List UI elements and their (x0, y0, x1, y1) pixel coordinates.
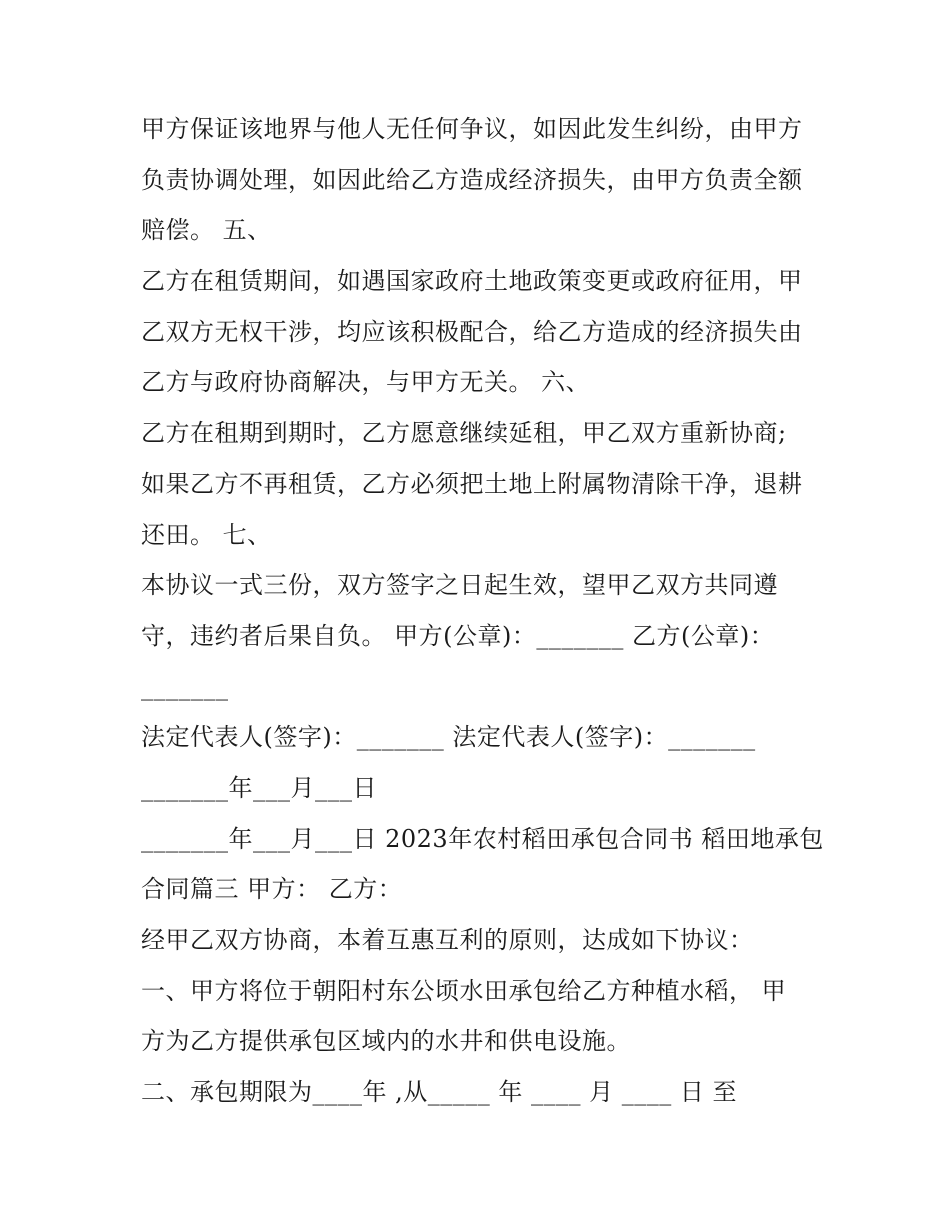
text-line: 二、承包期限为____年 ,从_____ 年 ____ 月 ____ 日 至 (141, 1078, 738, 1107)
text-line: _______年___月___日 2023年农村稻田承包合同书 稻田地承包 (141, 824, 824, 853)
text-line: 甲方保证该地界与他人无任何争议，如因此发生纠纷，由甲方 (141, 115, 803, 143)
text-line: 乙方与政府协商解决，与甲方无关。 六、 (141, 368, 591, 397)
text-line: 如果乙方不再租赁，乙方必须把土地上附属物清除干净，退耕 (141, 469, 803, 498)
text-line: 负责协调处理，如因此给乙方造成经济损失，由甲方负责全额 (141, 165, 803, 194)
text-line: _______ (141, 672, 229, 701)
text-line: 守，违约者后果自负。 甲方(公章)：_______ 乙方(公章)： (141, 621, 775, 650)
text-line: 法定代表人(签字)：_______ 法定代表人(签字)：_______ (141, 723, 756, 752)
text-line: 一、甲方将位于朝阳村东公顷水田承包给乙方种植水稻， 甲 (141, 976, 787, 1005)
text-line: 合同篇三 甲方： 乙方： (141, 875, 403, 904)
contract-text (141, 104, 824, 1118)
text-line: 还田。 七、 (141, 520, 272, 549)
text-line: 方为乙方提供承包区域内的水井和供电设施。 (141, 1027, 631, 1056)
text-line: 本协议一式三份，双方签字之日起生效，望甲乙双方共同遵 (141, 571, 778, 600)
text-line: 乙双方无权干涉，均应该积极配合，给乙方造成的经济损失由 (141, 317, 803, 346)
text-line: _______年___月___日 (141, 773, 377, 802)
text-line: 赔偿。 五、 (141, 216, 272, 245)
text-line: 乙方在租赁期间，如遇国家政府土地政策变更或政府征用，甲 (141, 267, 803, 296)
text-line: 乙方在租期到期时，乙方愿意继续延租，甲乙双方重新协商; (141, 419, 787, 448)
text-line: 经甲乙双方协商，本着互惠互利的原则，达成如下协议： (141, 926, 754, 954)
